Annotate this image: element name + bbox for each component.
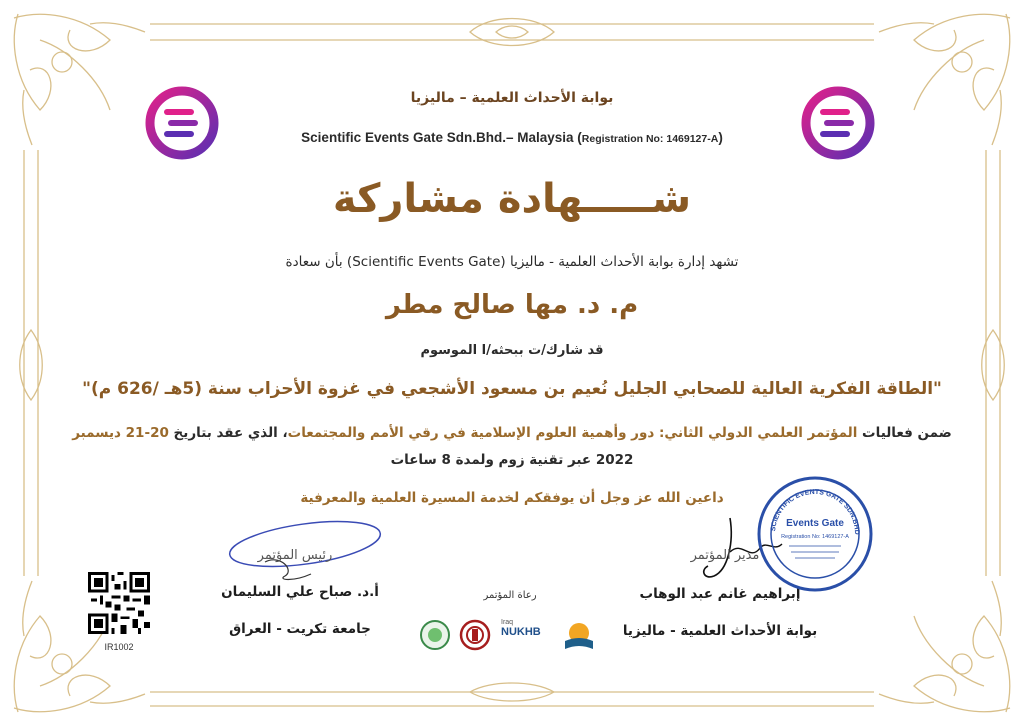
- right-signatory-title: مدير المؤتمر: [690, 548, 760, 563]
- close-paren: ): [718, 130, 723, 145]
- nukhb-iraq-label: Iraq: [501, 619, 514, 626]
- paper-title: "الطاقة الفكرية العالية للصحابي الجليل نُعيم بن مسعود الأشجعي في غزوة الأحزاب سنة (5هـ /626 م)": [82, 379, 942, 399]
- organization-arabic-name: بوابة الأحداث العلمية – ماليزيا: [410, 90, 614, 106]
- stamp-center-text: Events Gate: [786, 518, 844, 529]
- nukhb-label: NUKHB: [501, 626, 541, 638]
- sponsors-label: رعاة المؤتمر: [483, 590, 537, 601]
- registration-number: Registration No: 1469127-A: [581, 133, 719, 145]
- left-signatory-affiliation: جامعة تكريت - العراق: [229, 621, 371, 637]
- participation-line: قد شارك/ت ببحثه/ا الموسوم: [420, 343, 604, 358]
- event-dates: 20-21 ديسمبر: [72, 425, 169, 441]
- event-held: ، الذي عقد بتاريخ: [168, 425, 288, 441]
- qr-code-label: IR1002: [104, 642, 134, 652]
- right-signatory-name: إبراهيم غانم عبد الوهاب: [639, 586, 801, 602]
- event-prefix: ضمن فعاليات: [857, 425, 952, 441]
- event-year: 2022: [595, 452, 634, 468]
- event-line: [0, 425, 1024, 441]
- stamp-reg-text: Registration No: 1469127-A: [781, 534, 849, 540]
- sponsor-logos: [417, 615, 607, 655]
- sponsor-logo-red-seal: [459, 619, 491, 651]
- official-stamp: [755, 474, 875, 594]
- organization-english-name: [0, 130, 1024, 145]
- closing-wish: داعين الله عز وجل أن يوفقكم لخدمة المسيرة العلمية والمعرفية: [300, 490, 724, 506]
- qr-code-image: [88, 572, 150, 634]
- event-name: المؤتمر العلمي الدولي الثاني: دور وأهمية العلوم الإسلامية في رقي الأمم والمجتمعات: [287, 425, 858, 441]
- sponsor-logo-green-seal: [419, 619, 451, 651]
- certify-line: تشهد إدارة بوابة الأحداث العلمية - ماليزيا (Scientific Events Gate) بأن سعادة: [285, 254, 739, 270]
- stamp-arc-text: SCIENTIFIC EVENTS GATE SDN.BHD: [770, 488, 861, 535]
- event-duration: عبر تقنية زوم ولمدة 8 ساعات: [390, 452, 596, 468]
- certificate-title: شـــــهادة مشاركة: [332, 176, 692, 222]
- left-signatory-title: رئيس المؤتمر: [257, 548, 333, 563]
- event-line-2: [0, 452, 1024, 468]
- left-signatory-name: أ.د. صباح علي السليمان: [221, 584, 379, 600]
- recipient-name: م. د. مها صالح مطر: [385, 290, 639, 320]
- org-english-label: Scientific Events Gate Sdn.Bhd.– Malaysia (: [301, 130, 582, 145]
- sponsor-logo-sun-book: [561, 617, 597, 653]
- sponsor-logo-nukhb: [501, 619, 549, 651]
- right-signatory-affiliation: بوابة الأحداث العلمية - ماليزيا: [622, 623, 818, 639]
